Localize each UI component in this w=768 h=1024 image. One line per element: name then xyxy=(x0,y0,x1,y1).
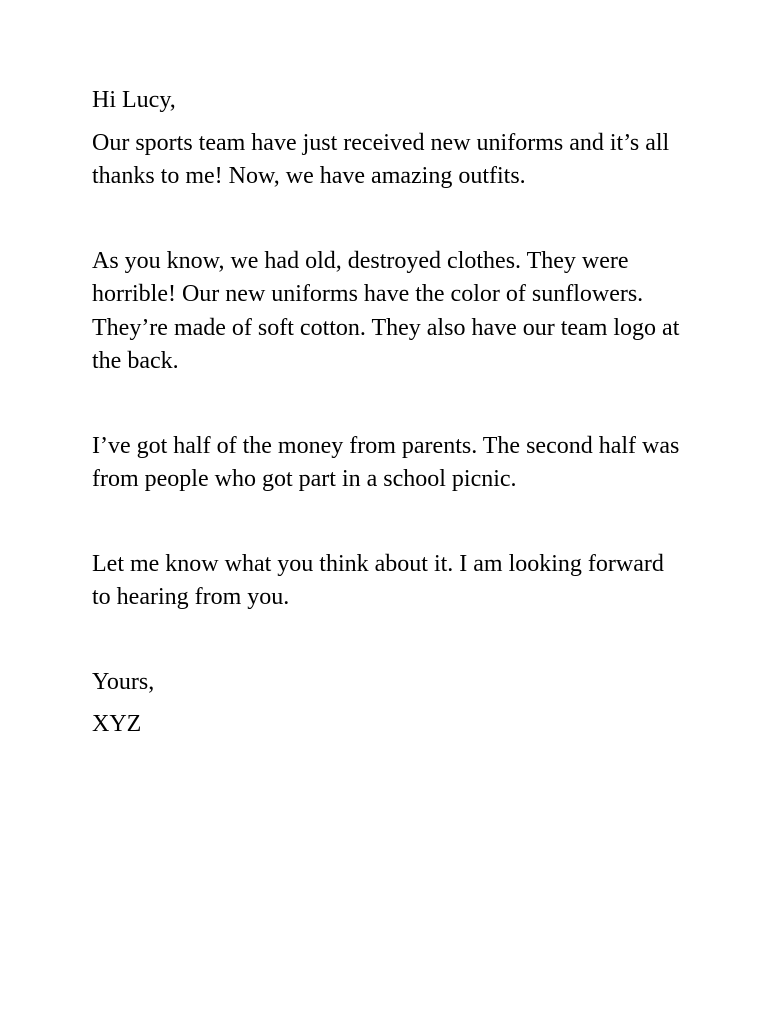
letter-paragraph: Our sports team have just received new uniforms and it’s all thanks to me! Now, we have amazing outfits. xyxy=(92,129,670,189)
letter-closing: Yours, xyxy=(92,668,155,695)
letter-paragraph: As you know, we had old, destroyed clothes. They were horrible! Our new uniforms have the color of sunflowers. They’re made of soft cotton. They also have our team logo at the back. xyxy=(92,247,680,374)
letter-paragraph: I’ve got half of the money from parents. The second half was from people who got part in a school picnic. xyxy=(92,432,680,492)
letter-signature: XYZ xyxy=(92,711,142,737)
letter-greeting: Hi Lucy, xyxy=(92,87,176,113)
letter-paragraph: Let me know what you think about it. I am looking forward to hearing from you. xyxy=(92,550,664,610)
letter-body xyxy=(92,84,682,742)
